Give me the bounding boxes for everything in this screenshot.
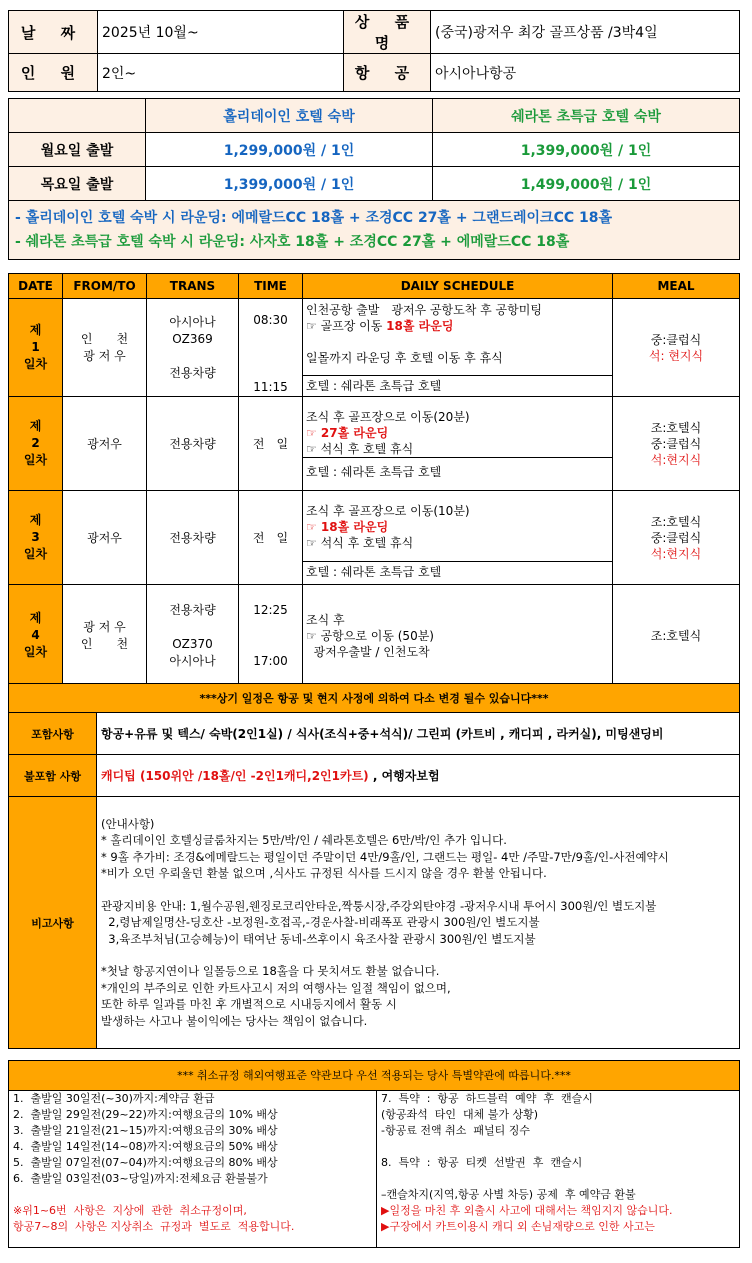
day-number: 4 xyxy=(31,628,40,642)
header-time: TIME xyxy=(239,274,303,299)
text-line: 8. 특약 : 항공 티켓 선발권 후 캔슬시 xyxy=(381,1156,583,1169)
excluded-value: , 여행자보험 xyxy=(368,769,440,783)
hotel-line: 호텔 : 쉐라톤 초특급 호텔 xyxy=(303,561,612,582)
cancellation-title: *** 취소규정 해외여행표준 약관보다 우선 적용되는 당사 특별약관에 따릅니다.*** xyxy=(9,1061,740,1091)
text-line: (항공좌석 타인 대체 불가 상황) xyxy=(381,1108,539,1121)
price-table xyxy=(8,98,740,260)
from: 광저우 xyxy=(63,491,147,585)
text-line xyxy=(381,1139,735,1155)
time: 08:30 xyxy=(253,313,288,327)
meal: 석:현지식 xyxy=(650,452,702,467)
meal: 조:호텔식 xyxy=(650,514,702,529)
schedule-line: ☞ 석식 후 호텔 휴식 xyxy=(306,442,414,456)
text-line: 5. 출발일 07일전(07~04)까지:여행요금의 80% 배상 xyxy=(13,1156,278,1169)
text-line: -항공료 전액 취소 패널티 징수 xyxy=(381,1124,530,1137)
remarks xyxy=(97,797,740,1049)
rounding-highlight: ☞ 18홀 라운딩 xyxy=(306,520,389,534)
day-number: 3 xyxy=(31,530,40,544)
text-line: (안내사항) xyxy=(101,816,155,831)
text-line xyxy=(101,882,735,898)
text-line: ※위1~6번 사항은 지상에 관한 취소규정이며, xyxy=(13,1204,247,1217)
header-fromto: FROM/TO xyxy=(63,274,147,299)
rounding-highlight: ☞ 27홀 라운딩 xyxy=(306,426,389,440)
day-number: 2 xyxy=(31,436,40,450)
text-line: * 홀리데이인 호텔싱글룸차지는 5만/박/인 / 쉐라톤호텔은 6만/박/인 추가 입니다. xyxy=(101,833,507,848)
text-line xyxy=(101,947,735,963)
meal: 중:클럽식 xyxy=(650,436,702,451)
text-line: 7. 특약 : 항공 하드블럭 예약 후 캔슬시 xyxy=(381,1092,593,1105)
schedule-line: 인천공항 출발 광저우 공항도착 후 공항미팅 xyxy=(306,303,542,317)
text-line: 4. 출발일 14일전(14~08)까지:여행요금의 50% 배상 xyxy=(13,1140,278,1153)
flight: OZ369 xyxy=(172,331,213,346)
day-label: 제 xyxy=(29,323,42,337)
meal: 중:클럽식 xyxy=(650,530,702,545)
schedule-line: 일몰까지 라운딩 후 호텔 이동 후 휴식 xyxy=(306,351,503,365)
from: 광 저 우 xyxy=(83,619,126,634)
price-row-label: 목요일 출발 xyxy=(9,167,146,201)
day-label: 일차 xyxy=(23,547,48,561)
schedule-line: 조식 후 xyxy=(306,612,345,627)
time: 11:15 xyxy=(253,380,288,394)
day-label: 일차 xyxy=(23,453,48,467)
cancellation-table xyxy=(8,1060,740,1248)
time: 전 일 xyxy=(239,397,303,491)
trans: 전용차량 xyxy=(147,397,239,491)
header-date: DATE xyxy=(9,274,63,299)
schedule-line: ☞ 석식 후 호텔 휴식 xyxy=(306,536,414,550)
day-label: 제 xyxy=(29,513,42,527)
schedule-line: 광저우출발 / 인천도착 xyxy=(306,644,430,659)
trans: 전용차량 xyxy=(169,365,216,380)
price-row-label: 월요일 출발 xyxy=(9,133,146,167)
day-label: 제 xyxy=(29,419,42,433)
text-line: 3,육조부처님(고승혜능)이 태여난 동네-쓰후이시 육조사찰 관광시 300원/인 별도지불 xyxy=(101,931,536,946)
product-label: 상 품 명 xyxy=(344,11,431,54)
text-line: 관광지비용 안내: 1,월수공원,웬징로코리안타운,짝퉁시장,주강외탄야경 -광저우시내 투어시 300원/인 별도지불 xyxy=(101,898,657,913)
trans: 아시아나 xyxy=(169,314,216,329)
schedule-table xyxy=(8,273,740,687)
text-line: –캔슬차지(지역,항공 사별 차등) 공제 후 예약금 환불 xyxy=(381,1188,636,1201)
text-line: 6. 출발일 03일전(03~당일)까지:전체요금 환불불가 xyxy=(13,1172,268,1185)
schedule-row xyxy=(9,299,740,397)
text-line: ▶일정을 마친 후 외출시 사고에 대해서는 책임지지 않습니다. xyxy=(381,1204,673,1217)
schedule-line: 조식 후 골프장으로 이동(20분) xyxy=(306,410,470,424)
airline-label: 항 공 xyxy=(344,54,431,92)
product-value: (중국)광저우 최강 골프상품 /3박4일 xyxy=(431,11,740,54)
included-label: 포함사항 xyxy=(9,713,97,755)
price-value: 1,299,000원 / 1인 xyxy=(146,133,433,167)
meal: 조:호텔식 xyxy=(613,585,740,687)
flight: OZ370 xyxy=(172,636,213,651)
from: 광저우 xyxy=(63,397,147,491)
meal: 석:현지식 xyxy=(650,546,702,561)
schedule-line: 조식 후 골프장으로 이동(10분) xyxy=(306,504,470,518)
day-label: 제 xyxy=(29,611,42,625)
rounding-highlight: 18홀 라운딩 xyxy=(386,319,454,333)
meal: 중:클럽식 xyxy=(650,332,702,347)
schedule-row xyxy=(9,397,740,491)
text-line: 발생하는 사고나 불이익에는 당사는 책임이 없습니다. xyxy=(101,1013,368,1028)
text-line: 1. 출발일 30일전(~30)까지:계약금 환급 xyxy=(13,1092,215,1105)
schedule-row xyxy=(9,491,740,585)
info-table xyxy=(8,10,740,92)
people-label: 인 원 xyxy=(9,54,98,92)
rounding-note-sheraton: - 쉐라톤 초특급 호텔 숙박 시 라운딩: 사자호 18홀 + 조경CC 27홀 + 에메랄드CC 18홀 xyxy=(15,234,570,250)
caddie-tip: 캐디팁 (150위안 /18홀/인 -2인1캐디,2인1카트) xyxy=(101,769,369,783)
header-meal: MEAL xyxy=(613,274,740,299)
cancellation-left xyxy=(9,1091,377,1248)
cancellation-right xyxy=(377,1091,740,1248)
price-value: 1,399,000원 / 1인 xyxy=(146,167,433,201)
airline-value: 아시아나항공 xyxy=(431,54,740,92)
meal: 조:호텔식 xyxy=(650,420,702,435)
day-label: 일차 xyxy=(23,645,48,659)
time: 전 일 xyxy=(239,491,303,585)
day-label: 일차 xyxy=(23,357,48,371)
excluded-label: 불포함 사항 xyxy=(9,755,97,797)
rounding-note-holiday: - 홀리데이인 호텔 숙박 시 라운딩: 에메랄드CC 18홀 + 조경CC 27홀 + 그랜드레이크CC 18홀 xyxy=(15,210,612,226)
text-line: 3. 출발일 21일전(21~15)까지:여행요금의 30% 배상 xyxy=(13,1124,278,1137)
remarks-label: 비고사항 xyxy=(9,797,97,1049)
time: 17:00 xyxy=(253,653,288,668)
text-line: 또한 하루 일과를 마친 후 개별적으로 시내등지에서 활동 시 xyxy=(101,997,397,1012)
schedule-notice: ***상기 일정은 항공 및 현지 사정에 의하여 다소 변경 될수 있습니다*** xyxy=(9,684,740,713)
date-value: 2025년 10월~ xyxy=(98,11,344,54)
day-number: 1 xyxy=(31,340,40,354)
to: 인 천 xyxy=(80,636,129,651)
schedule-line: ☞ 골프장 이동 xyxy=(306,319,387,333)
hotel-line: 호텔 : 쉐라톤 초특급 호텔 xyxy=(303,457,612,486)
meal: 석: 현지식 xyxy=(648,348,704,363)
terms-table xyxy=(8,683,740,1049)
hotel1-header: 홀리데이인 호텔 숙박 xyxy=(146,99,433,133)
text-line: * 9홀 추가비: 조경&에메랄드는 평일이던 주말이던 4만/9홀/인, 그랜드는 평일- 4만 /주말-7만/9홀/인-사전예약시 xyxy=(101,849,669,864)
text-line: 항공7~8의 사항은 지상취소 규정과 별도로 적용합니다. xyxy=(13,1220,295,1233)
hotel-line: 호텔 : 쉐라톤 초특급 호텔 xyxy=(303,375,612,396)
text-line: ▶구장에서 카트이용시 캐디 외 손님재량으로 인한 사고는 xyxy=(381,1220,655,1233)
price-value: 1,399,000원 / 1인 xyxy=(433,133,740,167)
people-value: 2인~ xyxy=(98,54,344,92)
text-line: *개인의 부주의로 인한 카트사고시 저의 여행사는 일절 책임이 없으며, xyxy=(101,980,451,995)
schedule-row xyxy=(9,585,740,687)
from: 인 천 xyxy=(80,331,129,346)
header-trans: TRANS xyxy=(147,274,239,299)
trans: 전용차량 xyxy=(147,491,239,585)
hotel2-header: 쉐라톤 초특급 호텔 숙박 xyxy=(433,99,740,133)
header-schedule: DAILY SCHEDULE xyxy=(303,274,613,299)
text-line xyxy=(381,1171,735,1187)
schedule-line: ☞ 공항으로 이동 (50분) xyxy=(306,628,434,643)
price-value: 1,499,000원 / 1인 xyxy=(433,167,740,201)
text-line: *비가 오던 우뢰울던 환불 없으며 ,식사도 규정된 식사를 드시지 않을 경우 환불 안됩니다. xyxy=(101,866,547,881)
time: 12:25 xyxy=(253,602,288,617)
text-line: *첫날 항공지연이나 일몰등으로 18홀을 다 못치셔도 환불 없습니다. xyxy=(101,964,440,979)
date-label: 날 짜 xyxy=(9,11,98,54)
text-line: 2,령남제일명산-딩호산 -보정원-호접곡,-경운사찰-비래폭포 관광시 300원/인 별도지불 xyxy=(101,915,540,930)
trans: 전용차량 xyxy=(169,602,216,617)
included-value: 항공+유류 및 텍스/ 숙박(2인1실) / 식사(조식+중+석식)/ 그린피 (카트비 , 캐디피 , 라커실), 미팅샌딩비 xyxy=(97,713,740,755)
trans: 아시아나 xyxy=(169,653,216,668)
text-line: 2. 출발일 29일전(29~22)까지:여행요금의 10% 배상 xyxy=(13,1108,278,1121)
to: 광 저 우 xyxy=(83,348,126,363)
